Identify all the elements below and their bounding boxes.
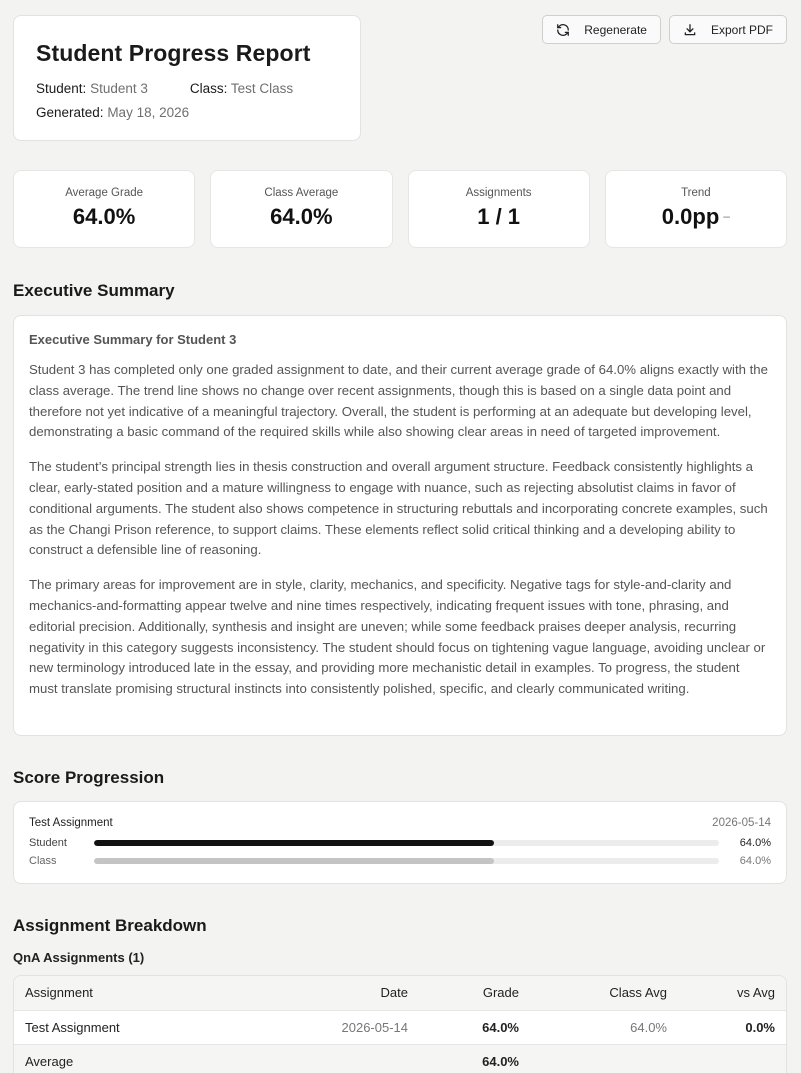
- page-title: Student Progress Report: [36, 40, 311, 66]
- export-pdf-button[interactable]: [669, 15, 787, 44]
- progression-date: 2026-05-14: [712, 817, 771, 829]
- qna-group-title: QnA Assignments (1): [13, 950, 145, 965]
- summary-paragraph: The student’s principal strength lies in thesis construction and overall argument structure. Feedback consistently highlights a clear, early-stated position and a mature willingness to engage with nuance, such as rejecting absolutist claims in favor of conditional arguments. The student also shows competence in structuring rebuttals and incorporating concrete examples, such as the Changi Prison reference, to support claims. These elements reflect solid critical thinking and a developing ability to construct a defensible line of reasoning.: [29, 459, 768, 558]
- table-row: [14, 1010, 786, 1044]
- breakdown-table: [14, 976, 786, 1073]
- stat-class-average: [210, 170, 392, 248]
- generated-meta: [36, 101, 338, 125]
- stat-value: [606, 204, 786, 230]
- export-pdf-label: Export PDF: [710, 22, 773, 37]
- download-icon: [683, 23, 697, 37]
- cell-grade: 64.0%: [419, 1010, 530, 1044]
- breakdown-table-wrap: [13, 975, 787, 1073]
- regenerate-button[interactable]: [542, 15, 661, 44]
- executive-summary-title: Executive Summary: [13, 281, 175, 300]
- class-bar-label: Class: [29, 855, 57, 867]
- report-header-card: [13, 15, 361, 141]
- stat-value: 64.0%: [72, 204, 136, 229]
- stats-row: [13, 170, 787, 248]
- stat-assignments: [408, 170, 590, 248]
- trend-value: 0.0pp: [661, 204, 720, 229]
- student-label: Student:: [36, 81, 87, 96]
- class-label: Class:: [189, 81, 228, 96]
- score-progression-card: [13, 801, 787, 884]
- student-bar-label: Student: [29, 837, 67, 849]
- col-grade: Grade: [419, 976, 530, 1010]
- stat-value: 1 / 1: [477, 204, 521, 229]
- student-bar-value: 64.0%: [739, 837, 771, 849]
- student-bar-track: [94, 840, 719, 846]
- refresh-icon: [556, 23, 570, 37]
- table-header-row: [14, 976, 786, 1010]
- average-vs-empty: [678, 1044, 786, 1073]
- generated-value: May 18, 2026: [107, 105, 190, 120]
- class-meta: [190, 77, 293, 101]
- class-score-row: [29, 852, 771, 870]
- stat-value: 64.0%: [270, 204, 333, 229]
- col-vs-avg: vs Avg: [678, 976, 786, 1010]
- summary-paragraph: The primary areas for improvement are in style, clarity, mechanics, and specificity. Negative tags for style-and-clarity and mechanics-and-formatting appear twelve and nine times respectively, indicating frequent issues with tone, phrasing, and editorial precision. Additionally, synthesis and insight are uneven; while some feedback praises deeper analysis, recurring negativity in this category suggests inconsistency. The student should focus on tightening vague language, avoiding unclear or new terminology introduced late in the essay, and providing more mechanistic detail in examples. To progress, the student must translate promising structural instincts into consistently polished, specific, and clearly communicated writing.: [29, 577, 766, 697]
- score-progression-title: Score Progression: [13, 768, 165, 787]
- average-grade: 64.0%: [419, 1044, 530, 1073]
- regenerate-label: Regenerate: [584, 22, 647, 37]
- student-value: Student 3: [90, 81, 148, 96]
- summary-paragraph: Student 3 has completed only one graded assignment to date, and their current average grade of 64.0% aligns exactly with the class average. The trend line shows no change over recent assignments, though this is based on a single data point and therefore not yet indicative of a meaningful trajectory. Overall, the student is performing at an adequate but developing level, demonstrating a basic command of the required skills while also showing clear areas in need of targeted improvement.: [29, 362, 768, 440]
- progression-assignment-name: Test Assignment: [29, 817, 113, 829]
- student-score-row: [29, 834, 771, 852]
- stat-average-grade: [13, 170, 195, 248]
- average-class-empty: [530, 1044, 678, 1073]
- progression-header: [29, 817, 771, 829]
- cell-vs-avg: 0.0%: [678, 1010, 786, 1044]
- generated-label: Generated:: [36, 105, 104, 120]
- stat-label: Class Average: [264, 187, 339, 199]
- stat-label: Average Grade: [65, 187, 144, 199]
- average-label: Average: [14, 1044, 244, 1073]
- stat-trend: [605, 170, 787, 248]
- class-bar-track: [94, 858, 719, 864]
- student-bar-fill: [94, 840, 494, 846]
- class-bar-value: 64.0%: [739, 855, 771, 867]
- meta-row: [36, 77, 338, 101]
- class-bar-fill: [94, 858, 494, 864]
- assignment-breakdown-title: Assignment Breakdown: [13, 916, 207, 935]
- col-class-avg: Class Avg: [530, 976, 678, 1010]
- cell-assignment: Test Assignment: [14, 1010, 244, 1044]
- summary-heading: Executive Summary for Student 3: [29, 332, 237, 347]
- student-meta: [36, 77, 148, 101]
- trend-flat-icon: –: [723, 209, 730, 223]
- cell-class-avg: 64.0%: [530, 1010, 678, 1044]
- cell-date: 2026-05-14: [244, 1010, 419, 1044]
- average-row: [14, 1044, 786, 1073]
- header-actions: [542, 15, 787, 44]
- col-assignment: Assignment: [14, 976, 244, 1010]
- col-date: Date: [244, 976, 419, 1010]
- average-date-empty: [244, 1044, 419, 1073]
- stat-label: Trend: [681, 187, 711, 199]
- stat-label: Assignments: [465, 187, 532, 199]
- executive-summary-card: [13, 315, 787, 736]
- class-value: Test Class: [230, 81, 294, 96]
